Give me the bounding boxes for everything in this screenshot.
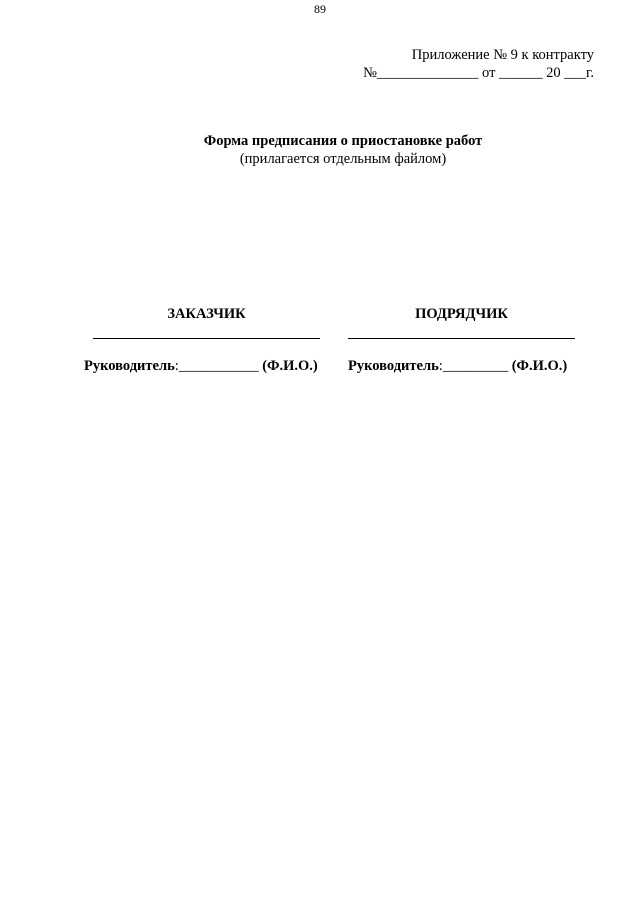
page-number: 89: [314, 2, 326, 16]
appendix-line-2: №______________ от ______ 20 ___г.: [363, 65, 594, 81]
contractor-fio-label: (Ф.И.О.): [508, 358, 568, 374]
customer-heading: ЗАКАЗЧИК: [167, 306, 246, 322]
contractor-name-line: [348, 338, 575, 339]
form-title: Форма предписания о приостановке работ: [203, 133, 483, 149]
form-subtitle: (прилагается отдельным файлом): [239, 151, 447, 167]
customer-name-line: [93, 338, 320, 339]
contractor-heading: ПОДРЯДЧИК: [415, 306, 508, 322]
customer-signature-block: [84, 358, 318, 375]
contractor-signature-blank: _________: [442, 358, 509, 374]
contractor-signature-block: [348, 358, 567, 375]
customer-role-colon: :: [174, 358, 179, 374]
customer-fio-label: (Ф.И.О.): [258, 358, 318, 374]
appendix-reference: [363, 46, 594, 82]
customer-role-label: Руководитель: [84, 358, 175, 374]
appendix-line-1: Приложение № 9 к контракту: [411, 47, 594, 63]
contractor-role-label: Руководитель: [348, 358, 439, 374]
contractor-role-colon: :: [438, 358, 443, 374]
customer-signature-blank: ___________: [178, 358, 259, 374]
